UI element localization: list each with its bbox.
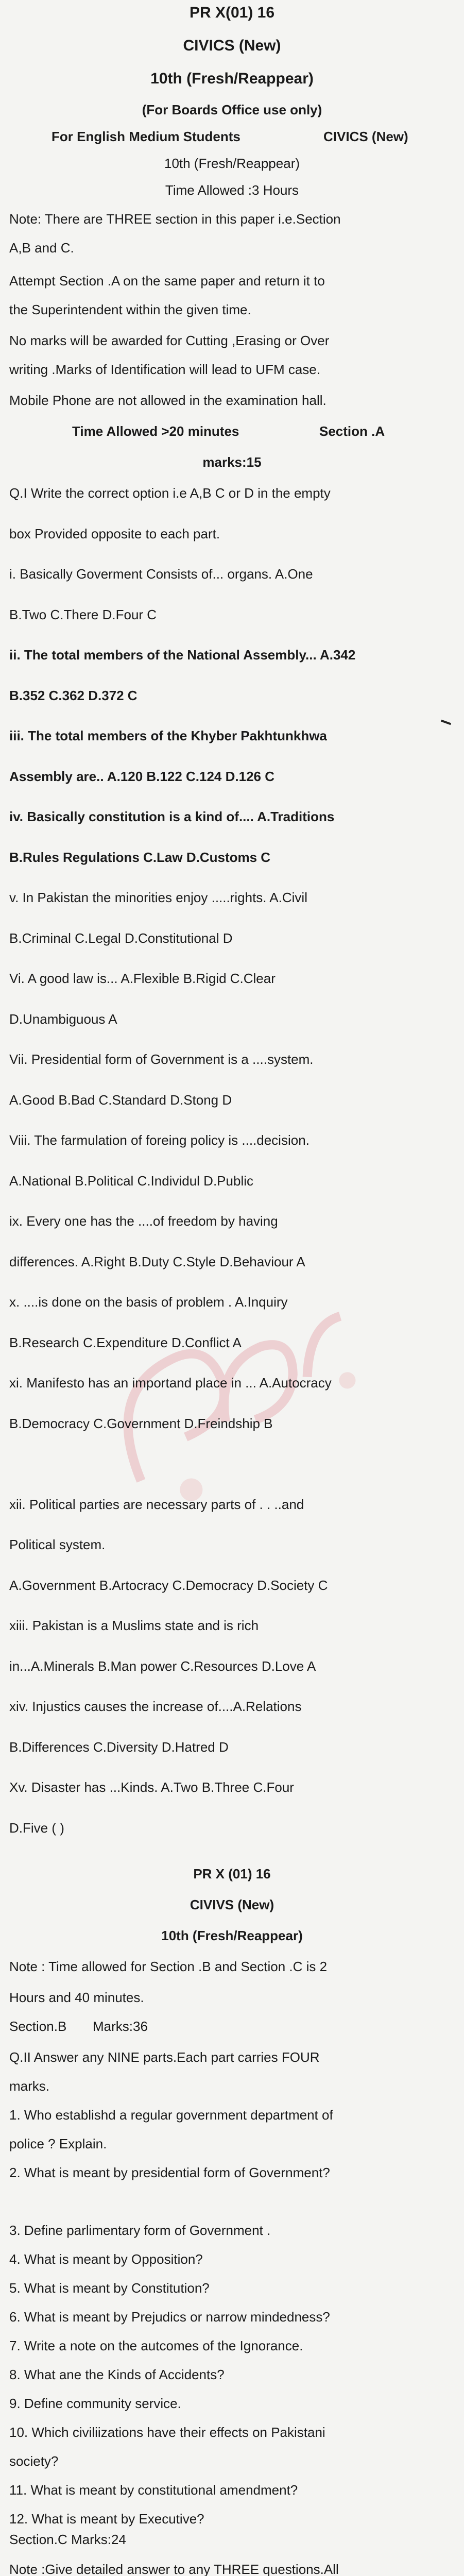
question-line: xi. Manifesto has an importand place in ... A.Autocracy xyxy=(9,1375,332,1391)
question-line: B.Rules Regulations C.Law D.Customs C xyxy=(9,849,271,865)
question-line: 11. What is meant by constitutional amendment? xyxy=(9,2482,298,2498)
question-line: Q.II Answer any NINE parts.Each part carries FOUR xyxy=(9,2049,320,2065)
question-line: D.Five ( ) xyxy=(9,1820,64,1836)
section-b-marks: Marks:36 xyxy=(93,2019,148,2034)
section-b-note: Hours and 40 minutes. xyxy=(9,1990,144,2005)
instruction-line: No marks will be awarded for Cutting ,Erasing or Over xyxy=(9,333,330,348)
question-line: 3. Define parlimentary form of Government . xyxy=(9,2223,271,2238)
question-line: xiii. Pakistan is a Muslims state and is rich xyxy=(9,1618,259,1633)
paper-subject: CIVICS (New) xyxy=(183,37,281,54)
question-line: B.352 C.362 D.372 C xyxy=(9,687,138,703)
question-line: 2. What is meant by presidential form of Government? xyxy=(9,2165,330,2180)
question-line: B.Two C.There D.Four C xyxy=(9,606,157,622)
question-line: A.National B.Political C.Individul D.Public xyxy=(9,1173,253,1189)
question-line: 8. What ane the Kinds of Accidents? xyxy=(9,2367,225,2382)
instruction-line: writing .Marks of Identification will lead to UFM case. xyxy=(9,362,320,377)
question-line: B.Democracy C.Government D.Freindship B xyxy=(9,1415,273,1431)
question-line: Vi. A good law is... A.Flexible B.Rigid C.Clear xyxy=(9,971,276,986)
question-line: B.Research C.Expenditure D.Conflict A xyxy=(9,1334,242,1350)
students-subject: CIVICS (New) xyxy=(323,129,408,144)
question-line: Note :Give detailed answer to any THREE questions.All xyxy=(9,2562,339,2576)
part2-code: PR X (01) 16 xyxy=(193,1866,271,1882)
part2-grade: 10th (Fresh/Reappear) xyxy=(161,1928,303,1943)
question-line: xiv. Injustics causes the increase of....A.Relations xyxy=(9,1699,302,1714)
question-line: Viii. The farmulation of foreing policy is ....decision. xyxy=(9,1132,310,1148)
question-line: Q.I Write the correct option i.e A,B C or D in the empty xyxy=(9,485,331,501)
question-line: x. ....is done on the basis of problem . A.Inquiry xyxy=(9,1294,288,1310)
question-line: in...A.Minerals B.Man power C.Resources D.Love A xyxy=(9,1658,316,1674)
question-line: 1. Who establishd a regular government department of xyxy=(9,2107,333,2123)
question-line: A.Government B.Artocracy C.Democracy D.Society C xyxy=(9,1577,328,1593)
section-a-label: Section .A xyxy=(319,423,385,439)
question-line: Vii. Presidential form of Government is a ....system. xyxy=(9,1052,314,1067)
question-line: B.Criminal C.Legal D.Constitutional D xyxy=(9,930,233,946)
question-line: police ? Explain. xyxy=(9,2136,107,2151)
question-line: society? xyxy=(9,2453,59,2469)
instruction-line: Attempt Section .A on the same paper and return it to xyxy=(9,273,325,289)
question-line: v. In Pakistan the minorities enjoy .....rights. A.Civil xyxy=(9,890,307,905)
instruction-line: A,B and C. xyxy=(9,240,74,256)
question-line: 5. What is meant by Constitution? xyxy=(9,2280,210,2296)
question-line: D.Unambiguous A xyxy=(9,1011,117,1027)
question-line: i. Basically Goverment Consists of... organs. A.One xyxy=(9,566,313,582)
section-a-time: Time Allowed >20 minutes xyxy=(72,423,239,439)
question-line: A.Good B.Bad C.Standard D.Stong D xyxy=(9,1092,232,1108)
question-line: 10. Which civiliizations have their effects on Pakistani xyxy=(9,2425,325,2440)
section-c-label: Section.C Marks:24 xyxy=(9,2532,126,2547)
students-line: For English Medium Students xyxy=(51,129,240,144)
question-line: xii. Political parties are necessary parts of . . ..and xyxy=(9,1496,304,1512)
instruction-line: Note: There are THREE section in this paper i.e.Section xyxy=(9,211,341,227)
paper-code: PR X(01) 16 xyxy=(189,4,275,21)
question-line: iii. The total members of the Khyber Pakhtunkhwa xyxy=(9,728,327,743)
question-line: ix. Every one has the ....of freedom by having xyxy=(9,1213,278,1229)
question-line: ii. The total members of the National Assembly... A.342 xyxy=(9,647,356,663)
grade-small: 10th (Fresh/Reappear) xyxy=(164,156,300,171)
question-line: Xv. Disaster has ...Kinds. A.Two B.Three C.Four xyxy=(9,1780,294,1795)
question-line: iv. Basically constitution is a kind of.... A.Traditions xyxy=(9,809,335,824)
question-line: 4. What is meant by Opposition? xyxy=(9,2251,203,2267)
question-line: box Provided opposite to each part. xyxy=(9,526,220,541)
paper-grade: 10th (Fresh/Reappear) xyxy=(150,70,314,87)
question-line: 7. Write a note on the autcomes of the Ignorance. xyxy=(9,2338,303,2353)
part2-subject: CIVIVS (New) xyxy=(190,1897,274,1912)
question-line: differences. A.Right B.Duty C.Style D.Behaviour A xyxy=(9,1253,305,1269)
question-line: Assembly are.. A.120 B.122 C.124 D.126 C xyxy=(9,768,274,784)
stray-mark xyxy=(441,720,451,725)
time-allowed: Time Allowed :3 Hours xyxy=(165,182,299,198)
instruction-line: Mobile Phone are not allowed in the examination hall. xyxy=(9,393,326,408)
question-line: 9. Define community service. xyxy=(9,2396,181,2411)
instruction-line: the Superintendent within the given time. xyxy=(9,302,251,317)
question-line: 6. What is meant by Prejudics or narrow mindedness? xyxy=(9,2309,330,2325)
question-line: marks. xyxy=(9,2078,49,2094)
section-b-label: Section.B xyxy=(9,2019,67,2034)
office-note: (For Boards Office use only) xyxy=(142,102,322,117)
question-line: 12. What is meant by Executive? xyxy=(9,2511,204,2527)
question-line: B.Differences C.Diversity D.Hatred D xyxy=(9,1739,229,1755)
section-b-note: Note : Time allowed for Section .B and Section .C is 2 xyxy=(9,1959,328,1974)
section-a-marks: marks:15 xyxy=(202,454,262,470)
question-line: Political system. xyxy=(9,1537,106,1552)
